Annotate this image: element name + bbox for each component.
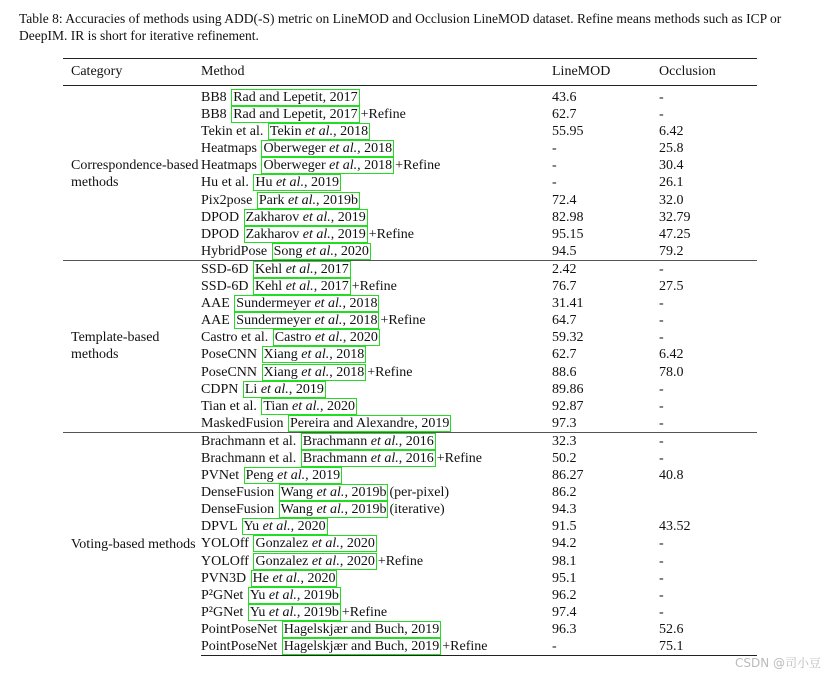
method-name: PoseCNN xyxy=(201,364,261,380)
citation-link[interactable]: Kehl et al., 2017 xyxy=(254,279,349,295)
watermark: CSDN @司小豆 xyxy=(734,656,821,670)
category-cell: Correspondence-based methods xyxy=(71,158,199,191)
linemod-value: 62.7 xyxy=(552,107,577,123)
method-cell xyxy=(201,123,552,140)
method-cell xyxy=(201,604,552,621)
linemod-value: - xyxy=(552,638,659,656)
method-cell xyxy=(201,638,552,656)
citation-link[interactable]: Gonzalez et al., 2020 xyxy=(255,536,375,552)
method-name: PVNet xyxy=(201,468,243,484)
method-suffix: +Refine xyxy=(351,279,397,295)
method-cell xyxy=(201,329,552,346)
citation-link[interactable]: Hu et al., 2019 xyxy=(255,175,339,191)
header-method: Method xyxy=(201,59,552,86)
method-name: Castro et al. xyxy=(201,330,272,346)
method-suffix: +Refine xyxy=(436,450,482,466)
method-name: AAE xyxy=(201,296,234,312)
linemod-value: 97.3 xyxy=(552,415,577,431)
linemod-value: 62.7 xyxy=(552,347,577,363)
linemod-value: 50.2 xyxy=(552,450,577,466)
method-name: Heatmaps xyxy=(201,158,261,174)
method-name: BB8 xyxy=(201,107,231,123)
method-name: P²GNet xyxy=(201,587,247,603)
method-cell xyxy=(201,570,552,587)
citation-link[interactable]: Yu et al., 2020 xyxy=(243,519,326,535)
method-suffix: +Refine xyxy=(341,604,388,620)
method-cell xyxy=(201,501,552,518)
header-linemod: LineMOD xyxy=(552,59,659,86)
linemod-value: 89.86 xyxy=(552,381,584,397)
method-suffix: +Refine xyxy=(377,553,424,569)
citation-link[interactable]: Hagelskjær and Buch, 2019 xyxy=(283,639,440,654)
linemod-value: 94.5 xyxy=(552,243,577,259)
linemod-value: 86.27 xyxy=(552,468,584,484)
linemod-value: 31.41 xyxy=(552,296,584,312)
citation-link[interactable]: Tian et al., 2020 xyxy=(263,398,356,414)
linemod-value: 95.1 xyxy=(552,570,577,586)
citation-link[interactable]: Xiang et al., 2018 xyxy=(263,347,365,363)
citation-link[interactable]: Tekin et al., 2018 xyxy=(269,124,369,140)
linemod-value: 86.2 xyxy=(552,485,577,501)
occlusion-value: 79.2 xyxy=(659,243,684,259)
method-name: P²GNet xyxy=(201,604,247,620)
linemod-value: 59.32 xyxy=(552,330,584,346)
method-cell xyxy=(201,140,552,157)
occlusion-value: - xyxy=(659,570,664,586)
occlusion-value: - xyxy=(659,415,664,431)
citation-link[interactable]: Oberweger et al., 2018 xyxy=(263,158,393,174)
method-cell xyxy=(201,587,552,604)
citation-link[interactable]: Peng et al., 2019 xyxy=(245,468,341,484)
citation-link[interactable]: Rad and Lepetit, 2017 xyxy=(233,90,358,105)
method-name: BB8 xyxy=(201,90,231,105)
method-cell xyxy=(201,432,552,450)
citation-link[interactable]: Sundermeyer et al., 2018 xyxy=(236,296,378,312)
occlusion-value: 6.42 xyxy=(659,347,684,363)
citation-link[interactable]: Castro et al., 2020 xyxy=(274,330,378,346)
method-name: YOLOff xyxy=(201,553,253,569)
occlusion-value: 52.6 xyxy=(659,621,684,637)
citation-link[interactable]: Song et al., 2020 xyxy=(273,243,369,259)
method-suffix: (per-pixel) xyxy=(389,485,450,501)
method-name: Tian et al. xyxy=(201,398,261,414)
occlusion-value: 75.1 xyxy=(659,638,757,656)
method-cell xyxy=(201,243,552,261)
occlusion-value: 27.5 xyxy=(659,279,684,295)
linemod-value: 96.2 xyxy=(552,587,577,603)
header-category: Category xyxy=(63,59,201,86)
occlusion-value: 43.52 xyxy=(659,519,691,535)
method-name: SSD-6D xyxy=(201,279,252,295)
header-occlusion: Occlusion xyxy=(659,59,757,86)
occlusion-value: - xyxy=(659,432,757,450)
method-cell xyxy=(201,86,552,107)
linemod-value: 64.7 xyxy=(552,313,577,329)
table-row xyxy=(63,260,757,278)
method-cell xyxy=(201,278,552,295)
citation-link[interactable]: Park et al., 2019b xyxy=(258,192,359,208)
occlusion-value xyxy=(659,501,757,518)
method-name: SSD-6D xyxy=(201,261,252,277)
linemod-value: - xyxy=(552,158,557,174)
method-name: DPVL xyxy=(201,519,241,535)
citation-link[interactable]: Brachmann et al., 2016 xyxy=(302,433,434,449)
occlusion-value: 32.0 xyxy=(659,192,684,208)
citation-link[interactable]: Pereira and Alexandre, 2019 xyxy=(289,415,450,431)
table-row xyxy=(63,432,757,450)
method-name: PoseCNN xyxy=(201,347,261,363)
method-cell xyxy=(201,518,552,535)
method-cell xyxy=(201,260,552,278)
method-name: PVN3D xyxy=(201,570,250,586)
method-cell xyxy=(201,106,552,123)
method-suffix: +Refine xyxy=(395,158,441,174)
citation-link[interactable]: Yu et al., 2019b xyxy=(249,604,339,620)
method-cell xyxy=(201,226,552,243)
citation-link[interactable]: Xiang et al., 2018 xyxy=(263,364,365,380)
method-cell xyxy=(201,553,552,570)
occlusion-value: 25.8 xyxy=(659,141,684,157)
linemod-value: - xyxy=(552,175,557,191)
method-cell xyxy=(201,467,552,484)
occlusion-value: - xyxy=(659,260,757,278)
occlusion-value: 47.25 xyxy=(659,226,691,242)
method-suffix: +Refine xyxy=(367,364,413,380)
method-name: Heatmaps xyxy=(201,141,261,157)
method-cell xyxy=(201,484,552,501)
citation-link[interactable]: Brachmann et al., 2016 xyxy=(302,450,434,466)
method-cell xyxy=(201,381,552,398)
method-name: Hu et al. xyxy=(201,175,253,191)
method-group xyxy=(63,86,757,261)
method-suffix: +Refine xyxy=(360,107,406,123)
method-suffix: +Refine xyxy=(442,639,488,654)
citation-link[interactable]: Gonzalez et al., 2020 xyxy=(255,553,375,569)
linemod-value: 32.3 xyxy=(552,432,659,450)
linemod-value: 82.98 xyxy=(552,209,584,225)
occlusion-value: - xyxy=(659,381,664,397)
method-name: PointPoseNet xyxy=(201,639,281,654)
method-name: CDPN xyxy=(201,381,242,397)
method-name: Brachmann et al. xyxy=(201,433,300,449)
method-cell xyxy=(201,312,552,329)
linemod-value: 88.6 xyxy=(552,364,577,380)
occlusion-value: 78.0 xyxy=(659,364,684,380)
occlusion-value: - xyxy=(659,313,664,329)
linemod-value: 98.1 xyxy=(552,553,577,569)
occlusion-value: 30.4 xyxy=(659,158,684,174)
category-cell: Template-based methods xyxy=(63,260,201,432)
occlusion-value: - xyxy=(659,398,664,414)
citation-link[interactable]: Zakharov et al., 2019 xyxy=(245,209,366,225)
method-cell xyxy=(201,450,552,467)
linemod-value: 92.87 xyxy=(552,398,584,414)
occlusion-value: - xyxy=(659,90,664,105)
occlusion-value: 40.8 xyxy=(659,468,684,484)
linemod-value: 76.7 xyxy=(552,279,577,295)
occlusion-value xyxy=(659,484,757,501)
linemod-value: 94.2 xyxy=(552,536,577,552)
method-name: DPOD xyxy=(201,226,243,242)
method-cell xyxy=(201,415,552,433)
method-name: PointPoseNet xyxy=(201,621,281,637)
method-suffix: +Refine xyxy=(380,313,426,329)
method-name: DenseFusion xyxy=(201,502,278,518)
occlusion-value: 26.1 xyxy=(659,175,684,191)
method-group xyxy=(63,432,757,655)
method-name: DPOD xyxy=(201,209,243,225)
method-name: HybridPose xyxy=(201,243,271,259)
citation-link[interactable]: Zakharov et al., 2019 xyxy=(245,226,366,242)
method-name: Tekin et al. xyxy=(201,124,267,140)
method-name: DenseFusion xyxy=(201,485,278,501)
method-suffix: +Refine xyxy=(368,226,414,242)
occlusion-value: - xyxy=(659,450,664,466)
linemod-value: 91.5 xyxy=(552,519,577,535)
occlusion-value: - xyxy=(659,107,664,123)
linemod-value: 2.42 xyxy=(552,260,659,278)
citation-link[interactable]: Oberweger et al., 2018 xyxy=(263,141,393,157)
category-cell: Voting-based methods xyxy=(63,432,201,655)
linemod-value: 55.95 xyxy=(552,124,584,140)
method-cell xyxy=(201,157,552,174)
citation-link[interactable]: Sundermeyer et al., 2018 xyxy=(236,313,378,329)
method-name: YOLOff xyxy=(201,536,253,552)
method-cell xyxy=(201,398,552,415)
method-cell xyxy=(201,295,552,312)
citation-link[interactable]: Wang et al., 2019b xyxy=(280,502,387,518)
table-caption: Table 8: Accuracies of methods using ADD(-S) metric on LineMOD and Occlusion LineMOD dataset. Refine means methods such as ICP or DeepIM. IR is short for iterative refinement. xyxy=(19,11,782,43)
occlusion-value: 6.42 xyxy=(659,124,684,140)
occlusion-value: - xyxy=(659,553,664,569)
citation-link[interactable]: Li et al., 2019 xyxy=(244,381,324,397)
method-cell xyxy=(201,209,552,226)
citation-link[interactable]: He et al., 2020 xyxy=(252,570,336,586)
method-cell xyxy=(201,364,552,381)
method-suffix: (iterative) xyxy=(389,502,445,518)
occlusion-value: - xyxy=(659,587,664,603)
method-cell xyxy=(201,192,552,209)
citation-link[interactable]: Kehl et al., 2017 xyxy=(254,261,349,277)
method-group xyxy=(63,260,757,432)
linemod-value: 96.3 xyxy=(552,621,577,637)
method-cell xyxy=(201,535,552,552)
method-cell xyxy=(201,346,552,363)
occlusion-value: 32.79 xyxy=(659,209,691,225)
method-name: Brachmann et al. xyxy=(201,450,300,466)
method-name: AAE xyxy=(201,313,234,329)
occlusion-value: - xyxy=(659,296,664,312)
citation-link[interactable]: Hagelskjær and Buch, 2019 xyxy=(283,621,440,637)
method-name: Pix2pose xyxy=(201,192,256,208)
citation-link[interactable]: Rad and Lepetit, 2017 xyxy=(233,107,358,123)
occlusion-value: - xyxy=(659,604,664,620)
accuracy-table xyxy=(63,58,757,656)
occlusion-value: - xyxy=(659,330,664,346)
method-cell xyxy=(201,621,552,638)
citation-link[interactable]: Yu et al., 2019b xyxy=(249,587,339,603)
table-row xyxy=(63,86,757,107)
linemod-value: - xyxy=(552,141,557,157)
linemod-value: 43.6 xyxy=(552,90,577,105)
linemod-value: 95.15 xyxy=(552,226,584,242)
method-cell xyxy=(201,174,552,191)
linemod-value: 72.4 xyxy=(552,192,577,208)
linemod-value: 97.4 xyxy=(552,604,577,620)
citation-link[interactable]: Wang et al., 2019b xyxy=(280,485,387,501)
linemod-value: 94.3 xyxy=(552,502,577,518)
header-row xyxy=(63,59,757,86)
method-name: MaskedFusion xyxy=(201,415,287,431)
occlusion-value: - xyxy=(659,536,664,552)
